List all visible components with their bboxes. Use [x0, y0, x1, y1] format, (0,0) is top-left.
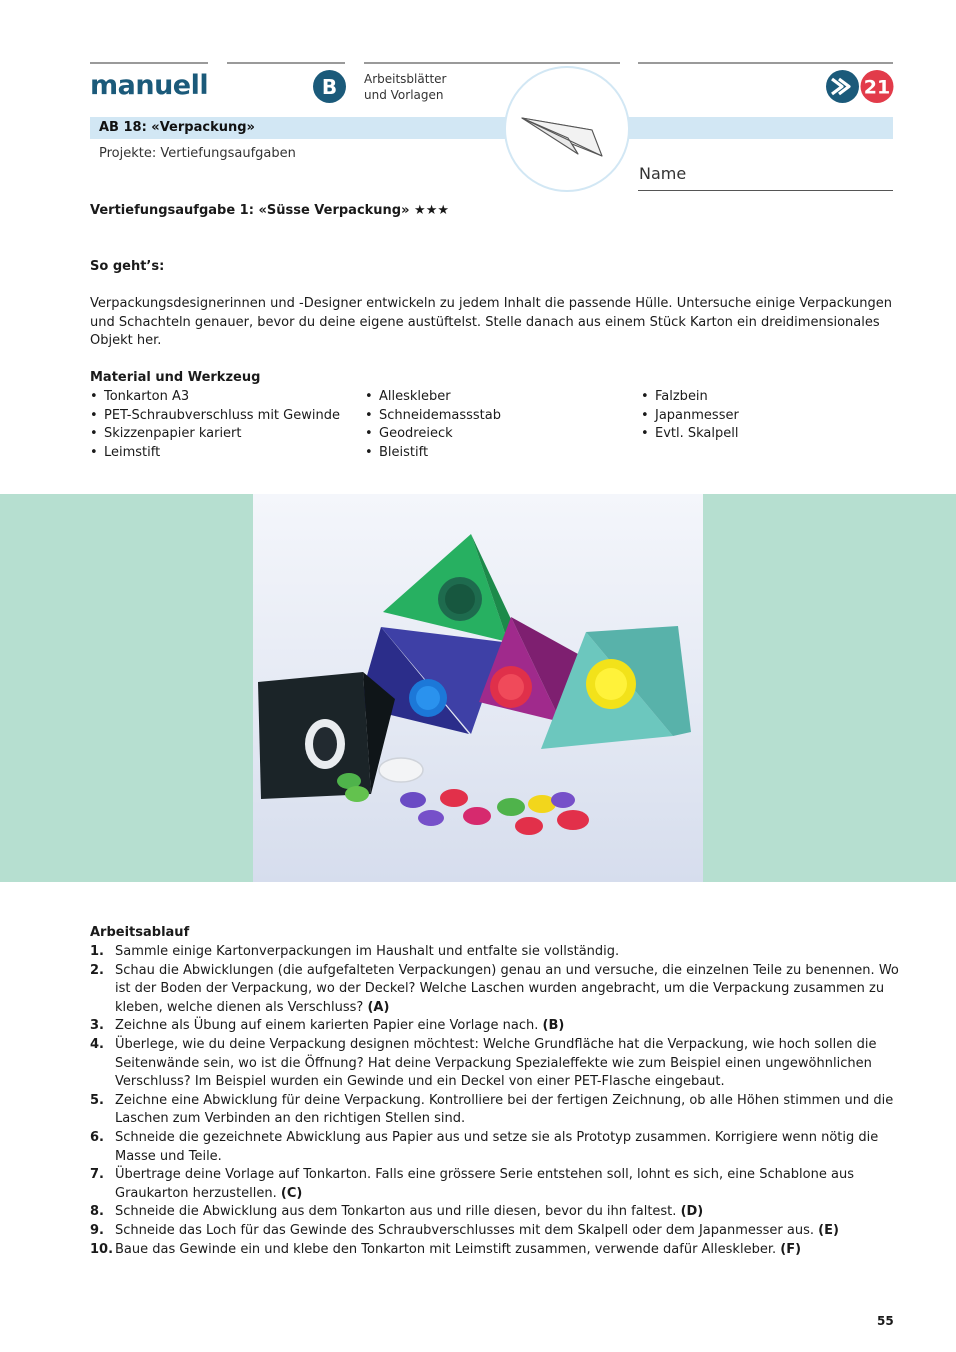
badge-number: 21 — [863, 76, 891, 99]
material-item: • Leimstift — [90, 444, 340, 463]
step-number: 8. — [90, 1204, 104, 1220]
section-label — [364, 71, 446, 103]
black-triangle-box — [258, 672, 395, 799]
material-item: • PET-Schraubverschluss mit Gewinde — [90, 407, 340, 426]
name-input-line[interactable] — [638, 190, 893, 191]
intro-paragraph: Verpackungsdesignerinnen und -Designer entwickeln zu jedem Inhalt die passende Hülle. Untersuche einige Verpackungen und Schachteln genauer, bevor du deine eigene austüftelst. Stelle danach aus einem Stück Karton ein dreidimensionales Objekt her. — [90, 296, 892, 349]
step-reference: (C) — [280, 1185, 303, 1201]
step-number: 5. — [90, 1092, 104, 1108]
task-title: Vertiefungsaufgabe 1: «Süsse Verpackung» ★★★ — [90, 203, 449, 218]
materials-column-2 — [365, 388, 501, 462]
header-rule-3 — [364, 62, 620, 64]
step-text: Zeichne als Übung auf einem karierten Papier eine Vorlage nach. — [115, 1018, 539, 1034]
materials-column-3 — [641, 388, 739, 444]
paper-plane-icon — [506, 68, 628, 190]
step-number: 2. — [90, 962, 104, 978]
paper-plane-emblem — [504, 66, 630, 192]
workflow-step — [90, 1241, 900, 1260]
step-reference: (B) — [542, 1018, 565, 1034]
workflow-step — [90, 1017, 900, 1036]
step-text: Sammle einige Kartonverpackungen im Haushalt und entfalte sie vollständig. — [115, 944, 620, 959]
manuell-logo: manuell — [90, 70, 209, 101]
material-item: • Alleskleber — [365, 388, 501, 407]
material-item: • Schneidemassstab — [365, 407, 501, 426]
step-reference: (D) — [680, 1204, 704, 1220]
step-text: Überlege, wie du deine Verpackung designen möchtest: Welche Grundfläche hat die Verpackung, wie hoch sollen die Seitenwände sein, wo ist die Öffnung? Hat deine Verpackung Spezialeffekte wie zum Beispiel einen ungewöhnlichen Verschluss? Im Beispiel wurden ein Gewinde und ein Deckel von einer PET-Flasche eingebaut. — [115, 1036, 877, 1090]
step-text: Schneide das Loch für das Gewinde des Schraubverschlusses mit dem Skalpell oder dem Japanmesser aus. — [115, 1222, 814, 1238]
step-number: 6. — [90, 1129, 104, 1145]
packaging-photo — [253, 494, 703, 882]
workflow-step — [90, 1092, 900, 1129]
workflow-step — [90, 1166, 900, 1203]
step-number: 3. — [90, 1018, 104, 1034]
page-number: 55 — [877, 1314, 894, 1328]
workflow-step — [90, 943, 900, 962]
materials-column-1 — [90, 388, 340, 462]
sheet-title: AB 18: «Verpackung» — [99, 120, 255, 135]
step-text: Baue das Gewinde ein und klebe den Tonkarton mit Leimstift zusammen, verwende dafür Alleskleber. — [115, 1241, 777, 1257]
workflow-step — [90, 1036, 900, 1092]
workflow-step — [90, 1222, 900, 1241]
step-number: 1. — [90, 944, 104, 959]
material-item: • Evtl. Skalpell — [641, 425, 739, 444]
material-item: • Geodreieck — [365, 425, 501, 444]
material-item: • Tonkarton A3 — [90, 388, 340, 407]
step-number: 7. — [90, 1167, 104, 1183]
step-number: 9. — [90, 1222, 104, 1238]
step-text: Schau die Abwicklungen (die aufgefalteten Verpackungen) genau an und versuche, die einzelnen Teile zu benennen. Wo ist der Boden der Verpackung, wo der Deckel? Welche Laschen wurden angebracht, um die Verpackung zusammen zu kleben, welche dienen als Verschluss? — [115, 962, 899, 1015]
howto-heading: So geht’s: — [90, 259, 165, 274]
material-item: • Falzbein — [641, 388, 739, 407]
workflow-step — [90, 1129, 900, 1166]
material-item: • Skizzenpapier kariert — [90, 425, 340, 444]
step-reference: (A) — [367, 999, 390, 1015]
section-label-line2: und Vorlagen — [364, 88, 444, 102]
header-rule-4 — [638, 62, 893, 64]
workflow-heading: Arbeitsablauf — [90, 925, 190, 940]
name-label: Name — [639, 164, 687, 183]
workflow-step — [90, 1203, 900, 1222]
workflow-step — [90, 962, 900, 1018]
materials-heading: Material und Werkzeug — [90, 370, 261, 385]
step-text: Zeichne eine Abwicklung für deine Verpackung. Kontrolliere bei der fertigen Zeichnung, ob alle Höhen stimmen und die Laschen zum Verbinden an den richtigen Stellen sind. — [115, 1092, 894, 1127]
step-number: 10. — [90, 1241, 114, 1257]
header-rule-2 — [227, 62, 345, 64]
workflow-steps — [90, 943, 900, 1259]
step-reference: (E) — [818, 1222, 839, 1238]
section-b-badge: B — [313, 70, 346, 103]
header-rule-1 — [90, 62, 208, 64]
material-item: • Bleistift — [365, 444, 501, 463]
bottle-cap — [379, 758, 423, 782]
competency-21-badge — [826, 70, 896, 103]
step-number: 4. — [90, 1036, 104, 1052]
step-reference: (F) — [780, 1241, 802, 1257]
step-text: Übertrage deine Vorlage auf Tonkarton. Falls eine grössere Serie entstehen soll, lohnt es sich, eine Schablone aus Graukarton herzustellen. — [115, 1167, 854, 1201]
sheet-subtitle: Projekte: Vertiefungsaufgaben — [99, 146, 296, 161]
section-label-line1: Arbeitsblätter — [364, 72, 447, 86]
material-item: • Japanmesser — [641, 407, 739, 426]
step-text: Schneide die Abwicklung aus dem Tonkarton aus und rille diesen, bevor du ihn faltest. — [115, 1204, 677, 1220]
step-text: Schneide die gezeichnete Abwicklung aus Papier aus und setze sie als Prototyp zusammen. Korrigiere wenn nötig die Masse und Teile. — [115, 1129, 879, 1164]
